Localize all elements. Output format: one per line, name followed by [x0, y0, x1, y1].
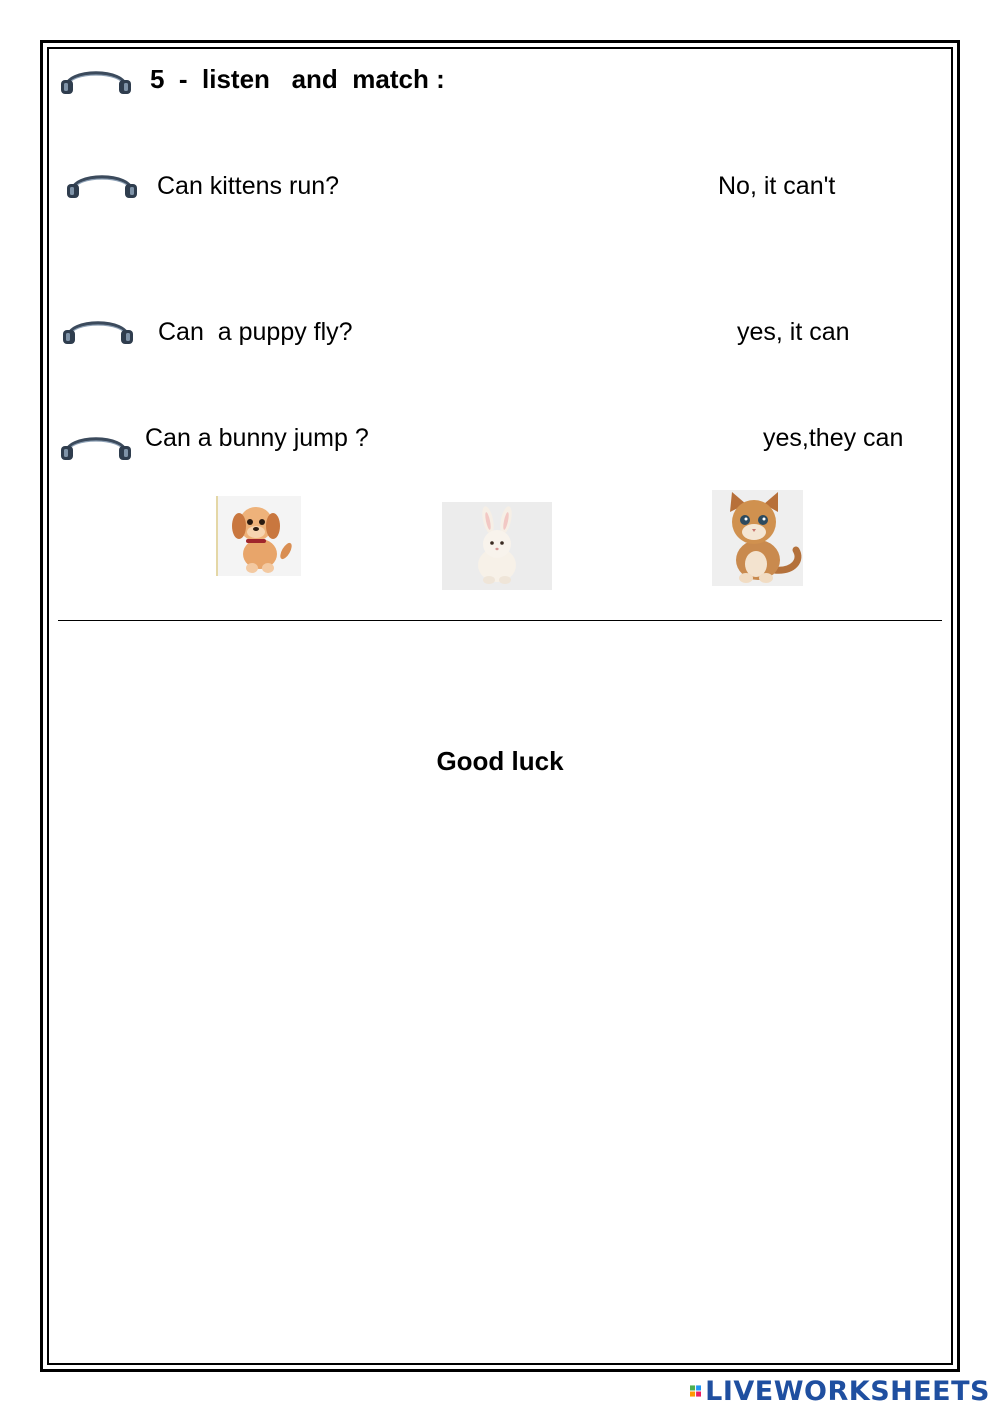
question-item: Can a bunny jump ?: [145, 424, 369, 452]
headphones-icon[interactable]: [58, 428, 134, 462]
headphones-icon[interactable]: [64, 166, 140, 200]
brand-watermark: [690, 1374, 990, 1408]
answer-item[interactable]: No, it can't: [718, 172, 836, 200]
headphones-icon[interactable]: [60, 312, 136, 346]
exercise-title: 5 - listen and match :: [150, 64, 445, 94]
kitten-picture[interactable]: [712, 490, 803, 586]
worksheet-inner-border: [47, 47, 953, 1365]
brand-text: LIVEWORKSHEETS: [705, 1375, 990, 1407]
liveworksheets-logo-icon: [690, 1380, 701, 1402]
question-item: Can kittens run?: [157, 172, 340, 200]
closing-text: Good luck: [436, 746, 564, 776]
worksheet-border: [40, 40, 960, 1372]
bunny-picture[interactable]: [442, 502, 552, 590]
puppy-picture[interactable]: [216, 496, 301, 576]
headphones-icon: [58, 62, 134, 96]
answer-item[interactable]: yes, it can: [737, 318, 850, 346]
question-item: Can a puppy fly?: [158, 318, 353, 346]
answer-item[interactable]: yes,they can: [763, 424, 904, 452]
section-divider: [58, 620, 942, 621]
